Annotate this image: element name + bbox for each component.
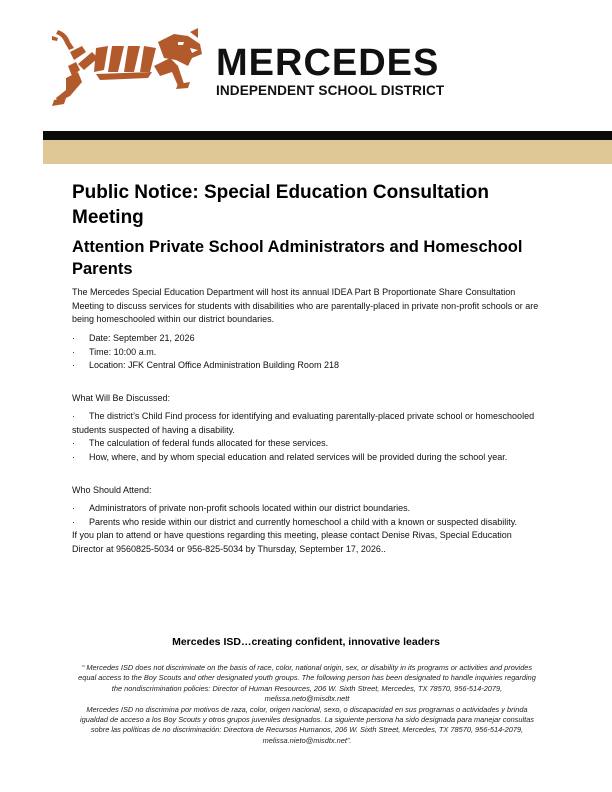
district-subtitle: INDEPENDENT SCHOOL DISTRICT <box>216 83 445 98</box>
attend-list <box>72 502 542 556</box>
attend-heading: Who Should Attend: <box>72 485 152 495</box>
bullet-icon: · <box>72 333 75 343</box>
nondiscrimination-statement <box>72 663 542 746</box>
intro-paragraph: The Mercedes Special Education Department will host its annual IDEA Part B Proportionate Share Consultation Meeting to discuss services for students with disabilities who are parentally-placed in private non-profit schools or are being homeschooled within our district boundaries. <box>72 287 539 324</box>
list-item: · The calculation of federal funds allocated for these services. <box>72 438 329 448</box>
bullet-icon: · <box>72 346 75 357</box>
list-item: · Date: September 21, 2026 <box>72 332 542 346</box>
bullet-icon: · <box>72 516 75 527</box>
contact-paragraph: If you plan to attend or have questions regarding this meeting, please contact Denise Rivas, Special Education Director at 9560825-5034 or 956-825-5034 by Thursday, September 17, 2026.. <box>72 530 512 554</box>
page-title: Public Notice: Special Education Consultation Meeting <box>72 182 489 228</box>
list-item: · How, where, and by whom special education and related services will be provided during the school year. <box>72 451 508 462</box>
page-subtitle: Attention Private School Administrators and Homeschool Parents <box>72 238 523 278</box>
bullet-icon: · <box>72 438 75 448</box>
district-tagline: Mercedes ISD…creating confident, innovative leaders <box>172 636 440 648</box>
disclaimer-english: “ Mercedes ISD does not discriminate on the basis of race, color, national origin, sex, or disability in its programs or activities and provides equal access to the Boy Scouts and other designated youth groups. The following person has been designated to handle inquiries regarding the nondiscrimination policies: Director of Human Resources, 206 W. Sixth Street, Mercedes, TX 78570, 956-514-2079, melissa.neto@misdtx.nett <box>78 663 536 704</box>
bullet-icon: · <box>72 360 75 370</box>
list-item: · The district’s Child Find process for identifying and evaluating parentally-placed private school or homeschooled students suspected of having a disability. <box>72 411 535 435</box>
discussed-heading: What Will Be Discussed: <box>72 393 171 403</box>
tiger-logo-icon <box>52 26 212 108</box>
bullet-icon: · <box>72 503 75 513</box>
header-divider-black <box>43 131 612 140</box>
list-item: · Parents who reside within our district and currently homeschool a child with a known or suspected disability. <box>72 516 518 527</box>
list-item: · Location: JFK Central Office Administration Building Room 218 <box>72 359 542 373</box>
header-divider-tan <box>43 140 612 164</box>
bullet-icon: · <box>72 451 75 462</box>
district-name: MERCEDES <box>216 42 440 84</box>
list-item: · Time: 10:00 a.m. <box>72 346 542 360</box>
bullet-icon: · <box>72 411 75 421</box>
list-item: · Administrators of private non-profit schools located within our district boundaries. <box>72 503 411 513</box>
meeting-details-list <box>72 332 542 373</box>
disclaimer-spanish: Mercedes ISD no discrimina por motivos de raza, color, origen nacional, sexo, o discapacidad en sus programas o actividades y brinda igualdad de acceso a los Boy Scouts y otros grupos juveniles designados. La siguiente persona ha sido designada para manejar consultas sobre las políticas de no discriminación: Directora de Recursos Humanos, 206 W. Sixth Street, Mercedes, TX 78570, 956-514-2079, melissa.nieto@misdtx.net”. <box>80 704 534 745</box>
discussed-list <box>72 410 542 464</box>
